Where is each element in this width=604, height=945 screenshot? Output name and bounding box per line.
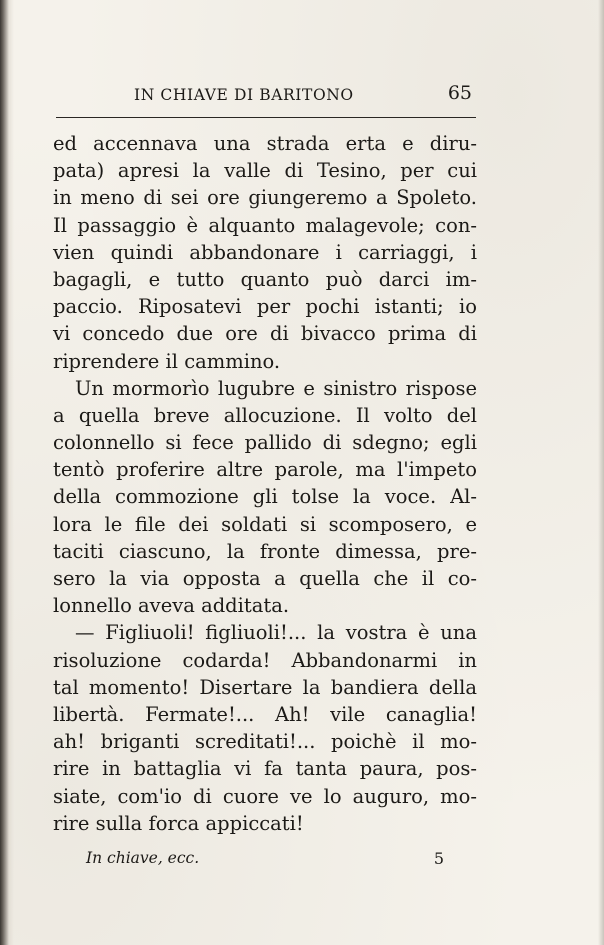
text-line: a quella breve allocuzione. Il volto del	[53, 403, 477, 427]
text-line: riprendere il cammino.	[53, 349, 281, 373]
text-line: ah! briganti screditati!... poichè il mo-	[53, 730, 477, 754]
running-title: IN CHIAVE DI BARITONO	[134, 86, 354, 104]
header-rule	[56, 117, 476, 118]
text-line: in meno di sei ore giungeremo a Spoleto.	[53, 186, 477, 210]
text-line: colonnello si fece pallido di sdegno; egli	[53, 431, 477, 455]
text-line: — Figliuoli! figliuoli!... la vostra è una	[75, 621, 477, 645]
text-line: della commozione gli tolse la voce. Al-	[53, 485, 477, 509]
text-line: pata) apresi la valle di Tesino, per cui	[53, 159, 477, 183]
text-line: siate, com'io di cuore ve lo auguro, mo-	[53, 784, 477, 808]
running-head	[56, 82, 476, 112]
text-line: bagagli, e tutto quanto può darci im-	[53, 267, 477, 291]
text-line: vien quindi abbandonare i carriaggi, i	[53, 240, 477, 264]
spine-shadow	[0, 0, 14, 945]
signature-mark: 5	[433, 849, 444, 868]
body-text	[53, 130, 477, 837]
text-line: lonnello aveva additata.	[53, 594, 290, 618]
text-line: tentò proferire altre parole, ma l'impeto	[53, 458, 477, 482]
text-line: Il passaggio è alquanto malagevole; con-	[53, 213, 477, 237]
page-edge	[598, 0, 604, 945]
text-line: paccio. Riposatevi per pochi istanti; io	[53, 295, 477, 319]
text-line: ed accennava una strada erta e diru-	[53, 132, 477, 155]
text-line: tal momento! Disertare la bandiera della	[53, 675, 477, 699]
text-line: rire sulla forca appiccati!	[53, 811, 304, 835]
signature-line: In chiave, ecc.	[86, 849, 200, 867]
text-line: vi concedo due ore di bivacco prima di	[53, 322, 477, 346]
text-line: Un mormorìo lugubre e sinistro rispose	[75, 376, 477, 400]
text-line: sero la via opposta a quella che il co-	[53, 567, 477, 590]
text-line: libertà. Fermate!... Ah! vile canaglia!	[53, 702, 477, 726]
text-line: taciti ciascuno, la fronte dimessa, pre-	[53, 539, 477, 563]
page-number: 65	[447, 82, 472, 104]
text-line: rire in battaglia vi fa tanta paura, pos-	[53, 757, 477, 781]
page-footer	[86, 849, 458, 873]
text-line: lora le file dei soldati si scomposero, e	[53, 512, 477, 536]
text-line: risoluzione codarda! Abbandonarmi in	[53, 648, 477, 672]
